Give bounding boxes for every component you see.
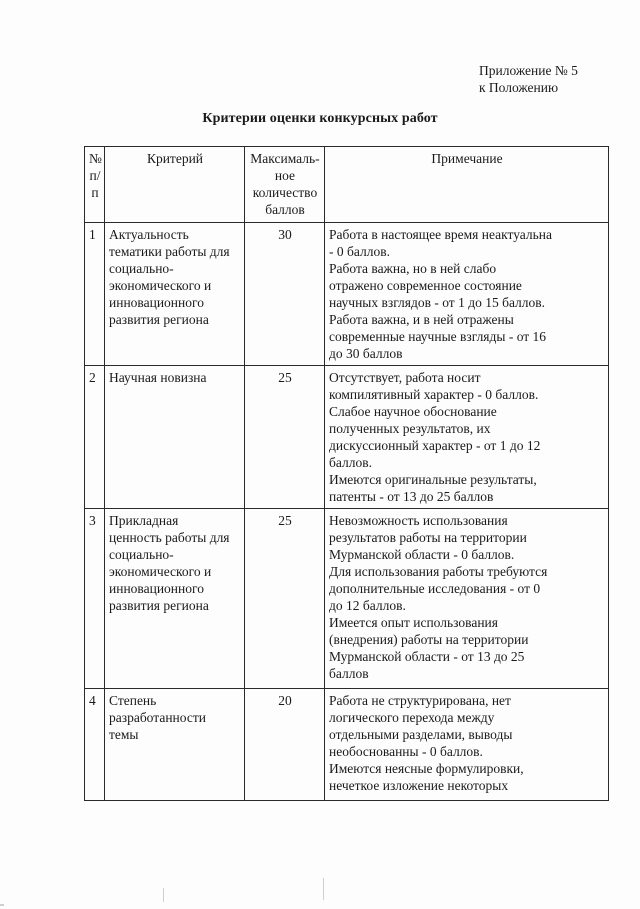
row-max-score: 20 <box>245 689 325 801</box>
criterion-line: разработанности <box>109 710 206 725</box>
row-number: 4 <box>85 689 105 801</box>
note-line: необоснованны - 0 баллов. <box>329 744 483 759</box>
note-line: Мурманской области - 0 баллов. <box>329 547 515 562</box>
note-line: современные научные взгляды - от 16 <box>329 329 547 344</box>
criterion-line: развития региона <box>109 598 209 613</box>
table-row <box>85 366 609 509</box>
note-line: логического перехода между <box>329 710 495 725</box>
note-line: нечеткое изложение некоторых <box>329 778 509 793</box>
note-line: Слабое научное обоснование <box>329 404 497 419</box>
row-criterion <box>105 223 245 366</box>
header-number-line: п/п <box>89 168 101 200</box>
note-line: Для использования работы требуются <box>329 564 548 579</box>
row-note <box>325 223 609 366</box>
criterion-line: Прикладная <box>109 513 179 528</box>
note-line: - 0 баллов. <box>329 244 390 259</box>
note-line: Имеются неясные формулировки, <box>329 761 524 776</box>
criterion-line: Актуальность <box>109 227 189 242</box>
row-criterion <box>105 509 245 689</box>
criterion-line: инновационного <box>109 581 204 596</box>
row-note <box>325 509 609 689</box>
row-number: 3 <box>85 509 105 689</box>
note-line: (внедрения) работы на территории <box>329 632 529 647</box>
row-number: 1 <box>85 223 105 366</box>
document-title: Критерии оценки конкурсных работ <box>202 111 438 126</box>
row-criterion <box>105 366 245 509</box>
note-line: до 30 баллов <box>329 346 403 361</box>
scan-artifact <box>163 888 164 902</box>
note-line: патенты - от 13 до 25 баллов <box>329 489 494 504</box>
criterion-line: ценность работы для <box>109 530 230 545</box>
note-line: отражено современное состояние <box>329 278 522 293</box>
table-row <box>85 689 609 801</box>
criterion-line: экономического и <box>109 564 212 579</box>
note-line: Работа не структурирована, нет <box>329 693 511 708</box>
scan-artifact <box>0 904 4 906</box>
note-line: Работа важна, но в ней слабо <box>329 261 497 276</box>
header-max-line: Максималь- <box>250 151 320 166</box>
note-line: дискуссионный характер - от 1 до 12 <box>329 438 541 453</box>
header-max-line: количество <box>252 185 318 200</box>
note-line: дополнительные исследования - от 0 <box>329 581 541 596</box>
row-max-score: 25 <box>245 366 325 509</box>
note-line: Работа в настоящее время неактуальна <box>329 227 553 242</box>
criterion-line: тематики работы для <box>109 244 230 259</box>
criterion-line: развития региона <box>109 312 209 327</box>
note-line: Мурманской области - от 13 до 25 <box>329 649 525 664</box>
criterion-line: Степень <box>109 693 157 708</box>
header-max-line: баллов <box>265 202 305 217</box>
header-max-line: ное <box>274 168 296 183</box>
note-line: полученных результатов, их <box>329 421 491 436</box>
note-line: баллов. <box>329 455 372 470</box>
header-number-line: № <box>89 151 102 166</box>
note-line: научных взглядов - от 1 до 15 баллов. <box>329 295 546 310</box>
row-note <box>325 366 609 509</box>
note-line: до 12 баллов. <box>329 598 406 613</box>
criterion-line: социально- <box>109 261 174 276</box>
note-line: Имеется опыт использования <box>329 615 498 630</box>
criterion-line: социально- <box>109 547 174 562</box>
criteria-table <box>84 146 609 801</box>
row-number: 2 <box>85 366 105 509</box>
header-number <box>85 147 105 223</box>
table-row <box>85 509 609 689</box>
note-line: Имеются оригинальные результаты, <box>329 472 537 487</box>
header-criterion: Критерий <box>105 147 245 223</box>
row-criterion <box>105 689 245 801</box>
header-max-score <box>245 147 325 223</box>
appendix-reference <box>479 62 578 96</box>
header-note: Примечание <box>325 147 609 223</box>
note-line: компилятивный характер - 0 баллов. <box>329 387 539 402</box>
row-max-score: 25 <box>245 509 325 689</box>
criterion-line: экономического и <box>109 278 212 293</box>
note-line: Невозможность использования <box>329 513 508 528</box>
appendix-line-2: к Положению <box>479 80 559 95</box>
note-line: результатов работы на территории <box>329 530 527 545</box>
criterion-line: инновационного <box>109 295 204 310</box>
table-header-row <box>85 147 609 223</box>
table-row <box>85 223 609 366</box>
note-line: Отсутствует, работа носит <box>329 370 481 385</box>
scan-artifact <box>323 878 324 900</box>
criterion-line: темы <box>109 727 139 742</box>
row-note <box>325 689 609 801</box>
appendix-line-1: Приложение № 5 <box>479 63 578 78</box>
note-line: баллов <box>329 666 369 681</box>
row-max-score: 30 <box>245 223 325 366</box>
note-line: отдельными разделами, выводы <box>329 727 513 742</box>
criterion-line: Научная новизна <box>109 370 207 385</box>
note-line: Работа важна, и в ней отражены <box>329 312 514 327</box>
